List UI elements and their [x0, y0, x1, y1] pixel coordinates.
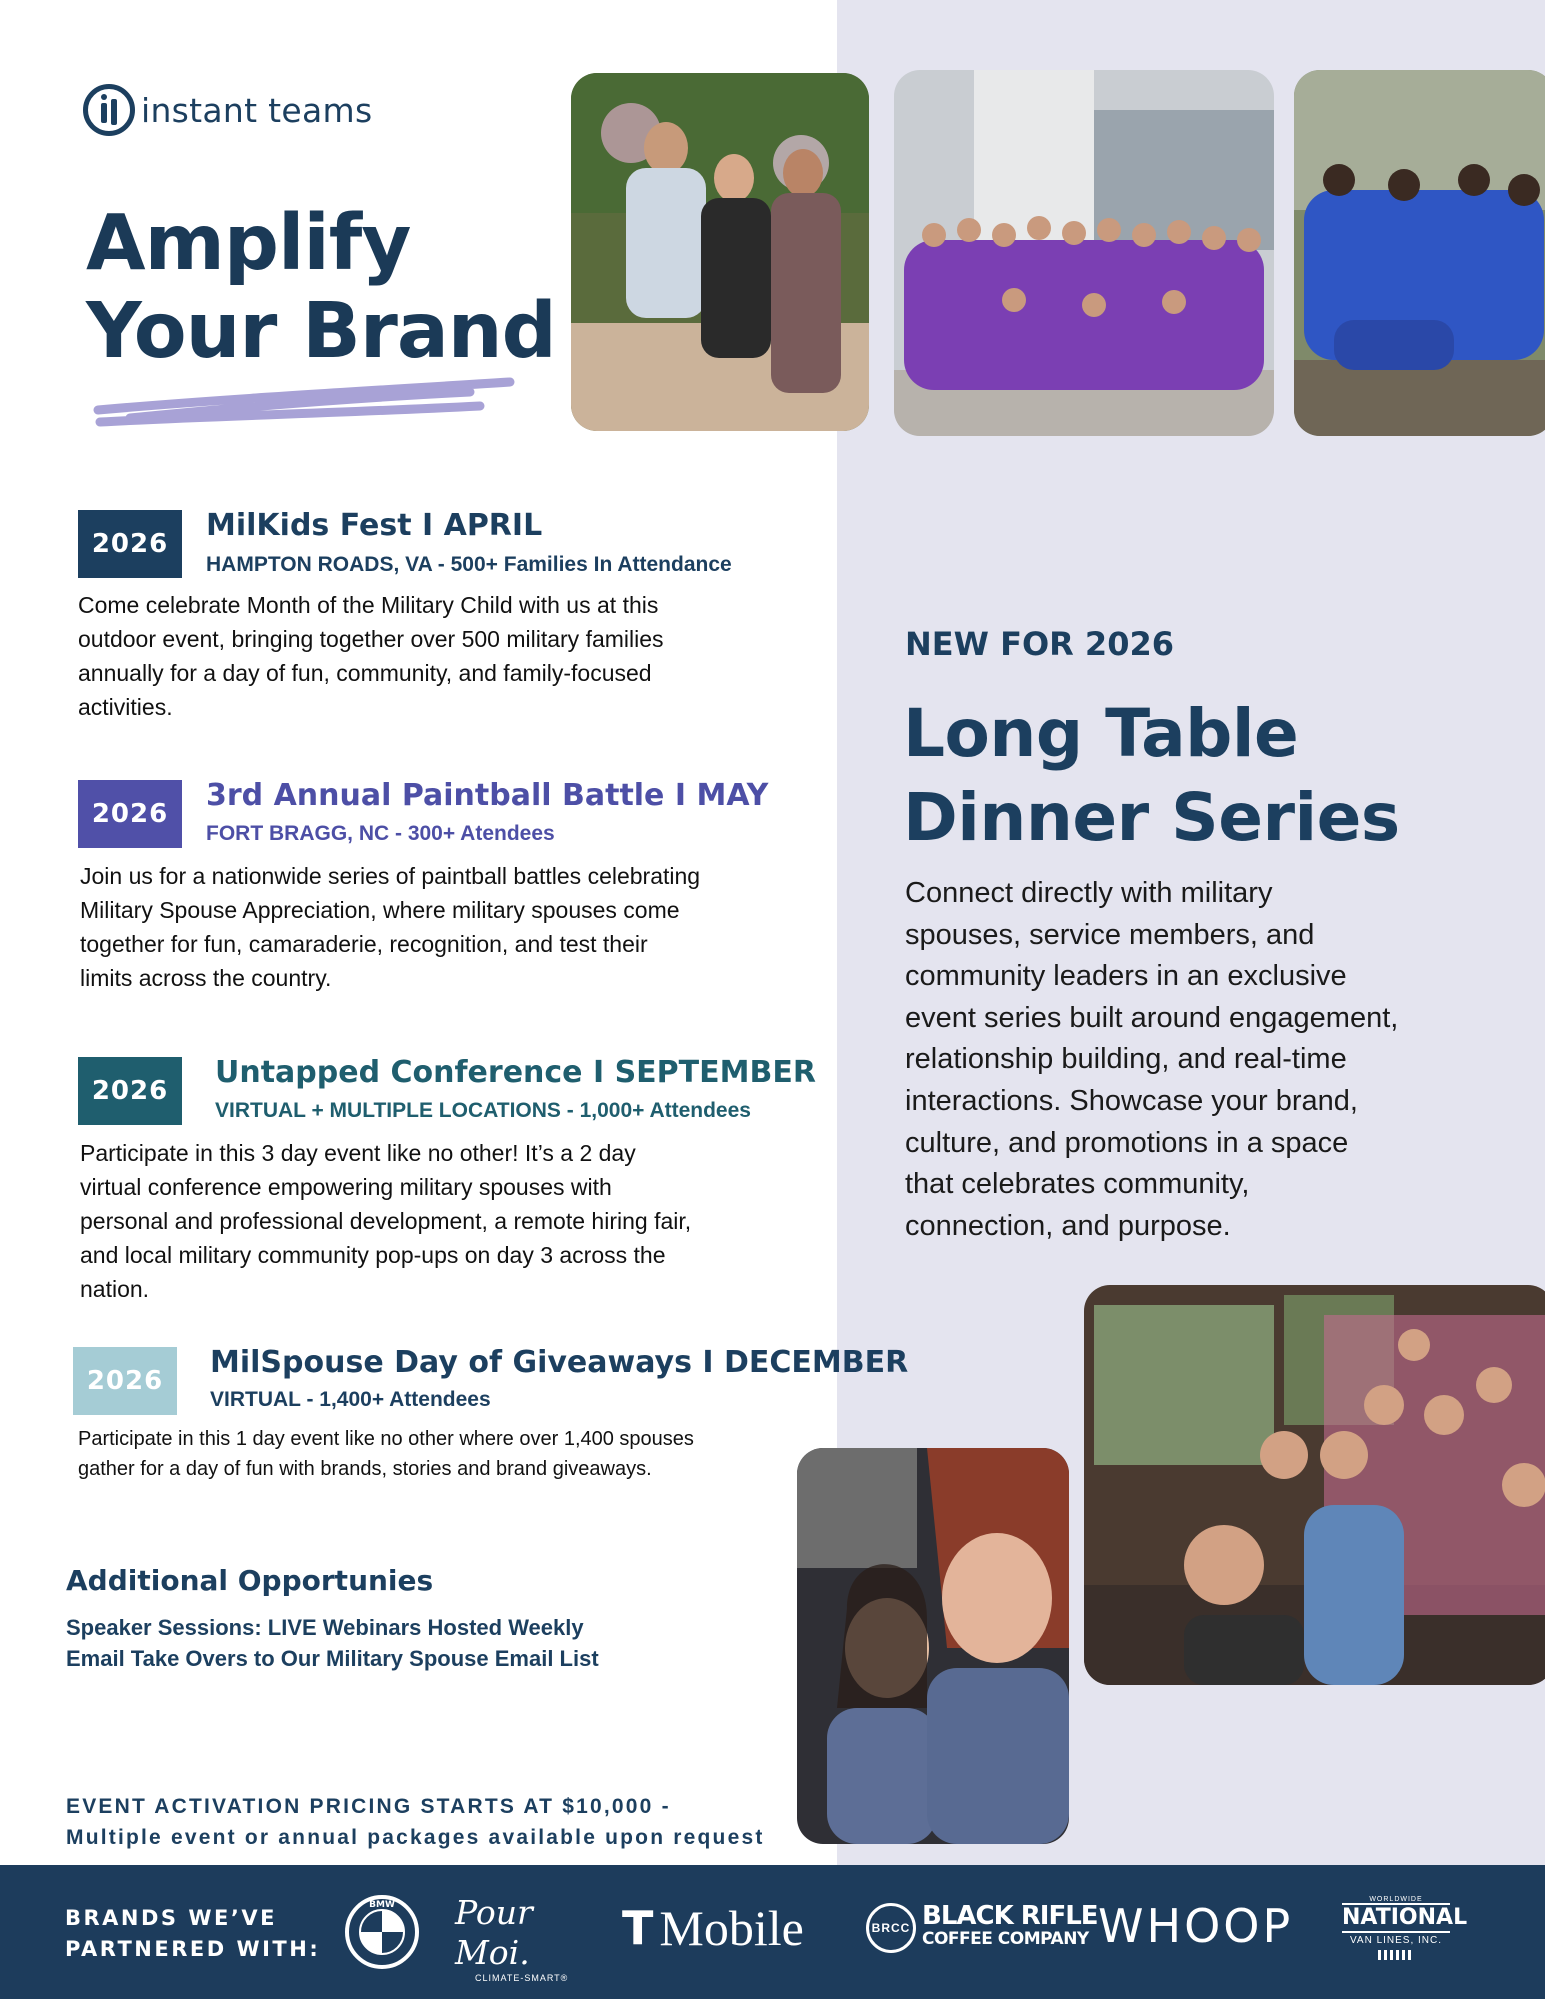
photo-trolley-group	[1084, 1285, 1545, 1685]
event-subtitle: FORT BRAGG, NC - 300+ Atendees	[206, 822, 555, 845]
bmw-logo-text: BMW	[369, 1900, 395, 1910]
event-description-line: annually for a day of fun, community, and family-focused	[78, 660, 652, 686]
pourmoi-logo	[455, 1893, 585, 1983]
event-description	[78, 1424, 694, 1484]
event-description-line: virtual conference empowering military spouses with	[80, 1174, 612, 1200]
pourmoi-logo-subtext: CLIMATE-SMART®	[475, 1973, 569, 1983]
event-title: Untapped Conference I SEPTEMBER	[215, 1055, 816, 1090]
event-description-line: Participate in this 3 day event like no other! It’s a 2 day	[80, 1140, 636, 1166]
feature-description-line: Connect directly with military	[905, 877, 1273, 909]
feature-description-line: that celebrates community,	[905, 1168, 1250, 1201]
pricing-line-2: Multiple event or annual packages available upon request	[66, 1826, 765, 1849]
national-van-lines-logo-icon	[1376, 1948, 1416, 1962]
event-subtitle: VIRTUAL + MULTIPLE LOCATIONS - 1,000+ Attendees	[215, 1099, 751, 1122]
additional-opportunities-title: Additional Opportunies	[66, 1564, 434, 1597]
black-rifle-logo	[866, 1903, 1098, 1953]
instant-teams-logo-icon	[83, 84, 135, 136]
footer-label-line: BRANDS WE’VE	[65, 1906, 277, 1930]
logo-text: instant teams	[141, 90, 373, 130]
whoop-logo: WHOOP	[1098, 1899, 1294, 1953]
brands-footer-label	[65, 1903, 320, 1965]
event-description-line: personal and professional development, a remote hiring fair,	[80, 1208, 692, 1234]
event-description	[80, 859, 700, 995]
event-description-line: outdoor event, bringing together over 500 military families	[78, 626, 664, 652]
event-description-line: Military Spouse Appreciation, where military spouses come	[80, 897, 680, 923]
t-mobile-logo	[622, 1899, 804, 1957]
t-mobile-logo-icon: T	[622, 1901, 654, 1955]
footer-label-line: PARTNERED WITH:	[65, 1937, 321, 1961]
event-subtitle: HAMPTON ROADS, VA - 500+ Families In Attendance	[206, 553, 732, 576]
underline-squiggle	[90, 370, 520, 430]
photo-paintball-team	[1294, 70, 1545, 436]
feature-description	[905, 873, 1465, 1247]
additional-item: Speaker Sessions: LIVE Webinars Hosted Weekly	[66, 1615, 584, 1640]
event-description-line: Join us for a nationwide series of paintball battles celebrating	[80, 863, 701, 889]
pourmoi-logo-text: Pour Moi.	[455, 1893, 533, 1972]
national-van-lines-logo	[1342, 1896, 1468, 1967]
photo-purple-shirts-group	[894, 70, 1274, 436]
event-description-line: and local military community pop-ups on day 3 across the	[80, 1242, 666, 1268]
event-description-line: gather for a day of fun with brands, stories and brand giveaways.	[78, 1458, 652, 1480]
photo-three-women	[571, 73, 869, 431]
feature-description-line: community leaders in an exclusive	[905, 960, 1347, 993]
photo-untapped-selfie	[797, 1448, 1069, 1844]
pricing-line-1: EVENT ACTIVATION PRICING STARTS AT $10,000 -	[66, 1795, 671, 1818]
bmw-logo-icon	[344, 1894, 420, 1970]
event-title: MilKids Fest I APRIL	[206, 508, 543, 543]
feature-description-line: relationship building, and real-time	[905, 1043, 1347, 1076]
event-description	[80, 1136, 691, 1306]
event-title: 3rd Annual Paintball Battle I MAY	[206, 778, 769, 813]
feature-description-line: event series built around engagement,	[905, 1001, 1399, 1034]
event-description-line: activities.	[78, 694, 173, 720]
event-subtitle: VIRTUAL - 1,400+ Attendees	[210, 1388, 491, 1411]
black-rifle-line-2: COFFEE COMPANY	[922, 1929, 1089, 1949]
page-headline	[86, 200, 556, 376]
event-year-badge: 2026	[73, 1347, 177, 1415]
event-description	[78, 588, 664, 724]
event-year-badge: 2026	[78, 1057, 182, 1125]
national-logo-text: NATIONAL	[1342, 1903, 1450, 1933]
event-description-line: nation.	[80, 1276, 150, 1302]
headline-line-1: Amplify	[86, 199, 411, 288]
black-rifle-line-1: BLACK RIFLE	[922, 1901, 1098, 1931]
headline-line-2: Your Brand	[86, 287, 556, 376]
feature-title	[903, 692, 1400, 860]
feature-description-line: spouses, service members, and	[905, 918, 1315, 951]
national-top-text: WORLDWIDE	[1369, 1896, 1423, 1903]
black-rifle-logo-icon: BRCC	[866, 1903, 916, 1953]
feature-title-line: Long Table	[903, 695, 1299, 772]
event-description-line: Come celebrate Month of the Military Child with us at this	[78, 592, 659, 618]
bmw-logo	[344, 1894, 420, 1970]
additional-item: Email Take Overs to Our Military Spouse Email List	[66, 1646, 599, 1671]
event-description-line: Participate in this 1 day event like no other where over 1,400 spouses	[78, 1428, 694, 1450]
national-sub-text: VAN LINES, INC.	[1349, 1935, 1443, 1946]
feature-kicker: NEW FOR 2026	[905, 625, 1174, 663]
feature-title-line: Dinner Series	[903, 779, 1400, 856]
instant-teams-logo	[83, 84, 372, 136]
event-year-badge: 2026	[78, 510, 182, 578]
t-mobile-logo-text: Mobile	[659, 1900, 804, 1956]
feature-description-line: culture, and promotions in a space	[905, 1126, 1349, 1159]
feature-description-line: connection, and purpose.	[905, 1209, 1231, 1242]
event-description-line: limits across the country.	[80, 965, 332, 991]
feature-description-line: interactions. Showcase your brand,	[905, 1084, 1358, 1117]
event-year-badge: 2026	[78, 780, 182, 848]
event-title: MilSpouse Day of Giveaways I DECEMBER	[210, 1345, 909, 1380]
event-description-line: together for fun, camaraderie, recognition, and test their	[80, 931, 648, 957]
